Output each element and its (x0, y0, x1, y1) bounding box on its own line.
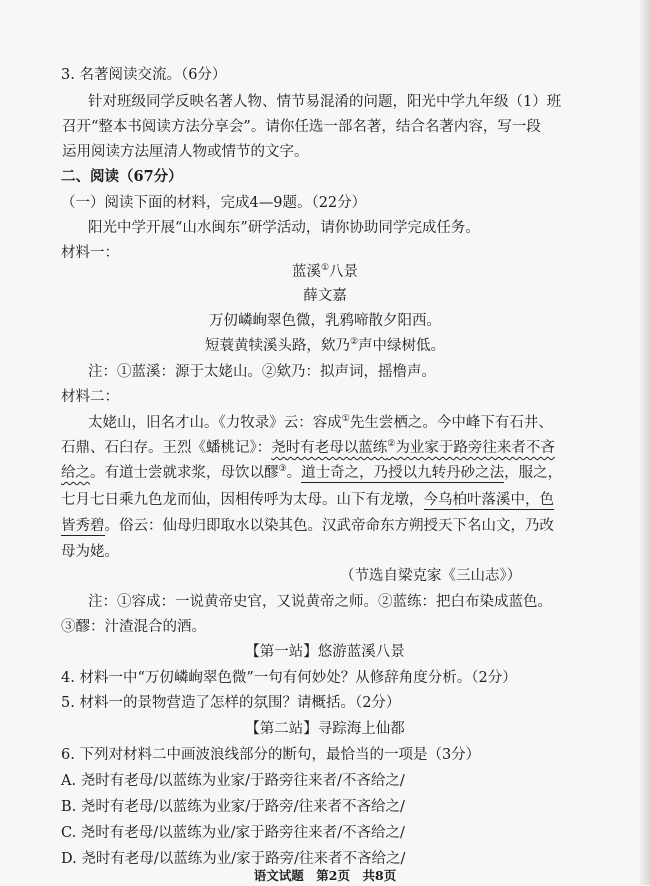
m2-underlined-segment-1: 道士奇之，乃授以九转丹砂之法 (301, 465, 505, 481)
m2-line1-note-mark: ① (341, 414, 350, 424)
material-2-line-1 (88, 413, 553, 433)
m2-wavy-segment-1: 尧时有老母以蓝练 (271, 440, 388, 456)
poem-title-text: 蓝溪 (291, 264, 321, 280)
material-2-line-6: 母为姥。 (61, 544, 119, 560)
poem-line-2-a: 短蓑黄犊溪头路，欸乃 (204, 338, 350, 354)
m2-line1-b: 先生尝栖之。今中峰下有石井、 (349, 415, 553, 431)
m2-wavy-segment-2: 为业家于路旁往来者不吝 (395, 440, 555, 456)
section-2-title: 二、阅读（67分） (61, 168, 183, 185)
poem-line-2-note-mark: ② (349, 337, 359, 347)
m2-line2-note-mark: ② (387, 439, 396, 449)
q3-body-line-2: 召开“整本书阅读方法分享会”。请你任选一部名著，结合名著内容，写一段 (62, 119, 541, 135)
poem-title (0, 262, 650, 282)
option-a: A. 尧时有老母/以蓝练为业家/于路旁往来者/不吝给之/ (61, 773, 405, 789)
part-1-instruction: （一）阅读下面的材料，完成4—9题。（22分） (61, 195, 367, 211)
m2-line3-b: 。 (286, 465, 302, 481)
option-c: C. 尧时有老母/以蓝练为业/家于路旁往来者/不吝给之/ (61, 825, 405, 841)
q3-heading: 3. 名著阅读交流。（6分） (61, 67, 227, 83)
m2-line4-a: 七月七日乘九色龙而仙，因相传呼为太母。山下有龙墩， (61, 492, 424, 508)
material-2-notes-line-2: ③醪：汁渣混合的酒。 (61, 619, 206, 635)
material-1-label: 材料一： (61, 245, 119, 261)
poem-line-2-b: 声中绿树低。 (358, 338, 446, 354)
material-2-label: 材料二： (61, 389, 119, 405)
material-2-line-5 (61, 516, 554, 536)
material-2-source: （节选自梁克家《三山志》） (340, 568, 522, 584)
material-2-notes-line-1: 注：①容成：一说黄帝史官，又说黄帝之师。②蓝练：把白布染成蓝色。 (88, 594, 552, 610)
question-4: 4. 材料一中“万仞嶙峋翠色微”一句有何妙处？从修辞角度分析。（2分） (61, 670, 517, 686)
poem-line-2 (0, 336, 650, 356)
material-2-line-2 (61, 438, 555, 458)
m2-underlined-segment-3: 皆秀碧 (61, 518, 105, 534)
q3-body-line-1: 针对班级同学反映名著人物、情节易混淆的问题，阳光中学九年级（1）班 (88, 94, 562, 110)
poem-line-1: 万仞嶙峋翠色微，乳鸦啼散夕阳西。 (209, 313, 441, 329)
material-1-notes: 注：①蓝溪：源于太姥山。②欸乃：拟声词，摇橹声。 (88, 364, 436, 380)
option-b: B. 尧时有老母/以蓝练为业家/于路旁/往来者不吝给之/ (61, 799, 405, 815)
question-5: 5. 材料一的景物营造了怎样的氛围？请概括。（2分） (61, 695, 401, 711)
m2-line3-c: ，服之， (504, 465, 563, 481)
q3-body-line-3: 运用阅读方法厘清人物或情节的文字。 (62, 144, 309, 160)
m2-line3-a: 。有道士尝就求浆，母饮以醪 (90, 465, 279, 481)
activity-intro: 阳光中学开展“山水闽东”研学活动，请你协助同学完成任务。 (88, 220, 480, 236)
m2-line1-a: 太姥山，旧名才山。《力牧录》云：容成 (88, 415, 342, 431)
page-footer: 语文试题 第2页 共8页 (253, 868, 397, 883)
poem-title-note-mark: ① (320, 263, 330, 273)
station-2-title: 【第二站】寻踪海上仙都 (245, 721, 405, 737)
material-2-line-3 (61, 463, 562, 483)
m2-line2-a: 石鼎、石臼存。王烈《蟠桃记》： (61, 440, 272, 456)
poem-title-rest: 八景 (329, 264, 359, 280)
option-d: D. 尧时有老母/以蓝练为业/家于路旁/往来者不吝给之/ (61, 851, 406, 867)
poem-author: 薛文嘉 (303, 288, 347, 304)
m2-underlined-segment-2: 今乌柏叶落溪中，色 (423, 492, 554, 508)
station-1-title: 【第一站】悠游蓝溪八景 (245, 644, 405, 660)
material-2-line-4 (61, 490, 554, 510)
m2-wavy-segment-3: 给之 (61, 465, 90, 481)
page-edge-shadow (640, 0, 650, 885)
m2-line5-a: 。俗云：仙母归即取水以染其色。汉武帝命东方朔授天下名山文，乃改 (104, 518, 554, 534)
question-6: 6. 下列对材料二中画波浪线部分的断句，最恰当的一项是（3分） (61, 747, 481, 763)
m2-line3-note-mark: ③ (278, 464, 287, 474)
